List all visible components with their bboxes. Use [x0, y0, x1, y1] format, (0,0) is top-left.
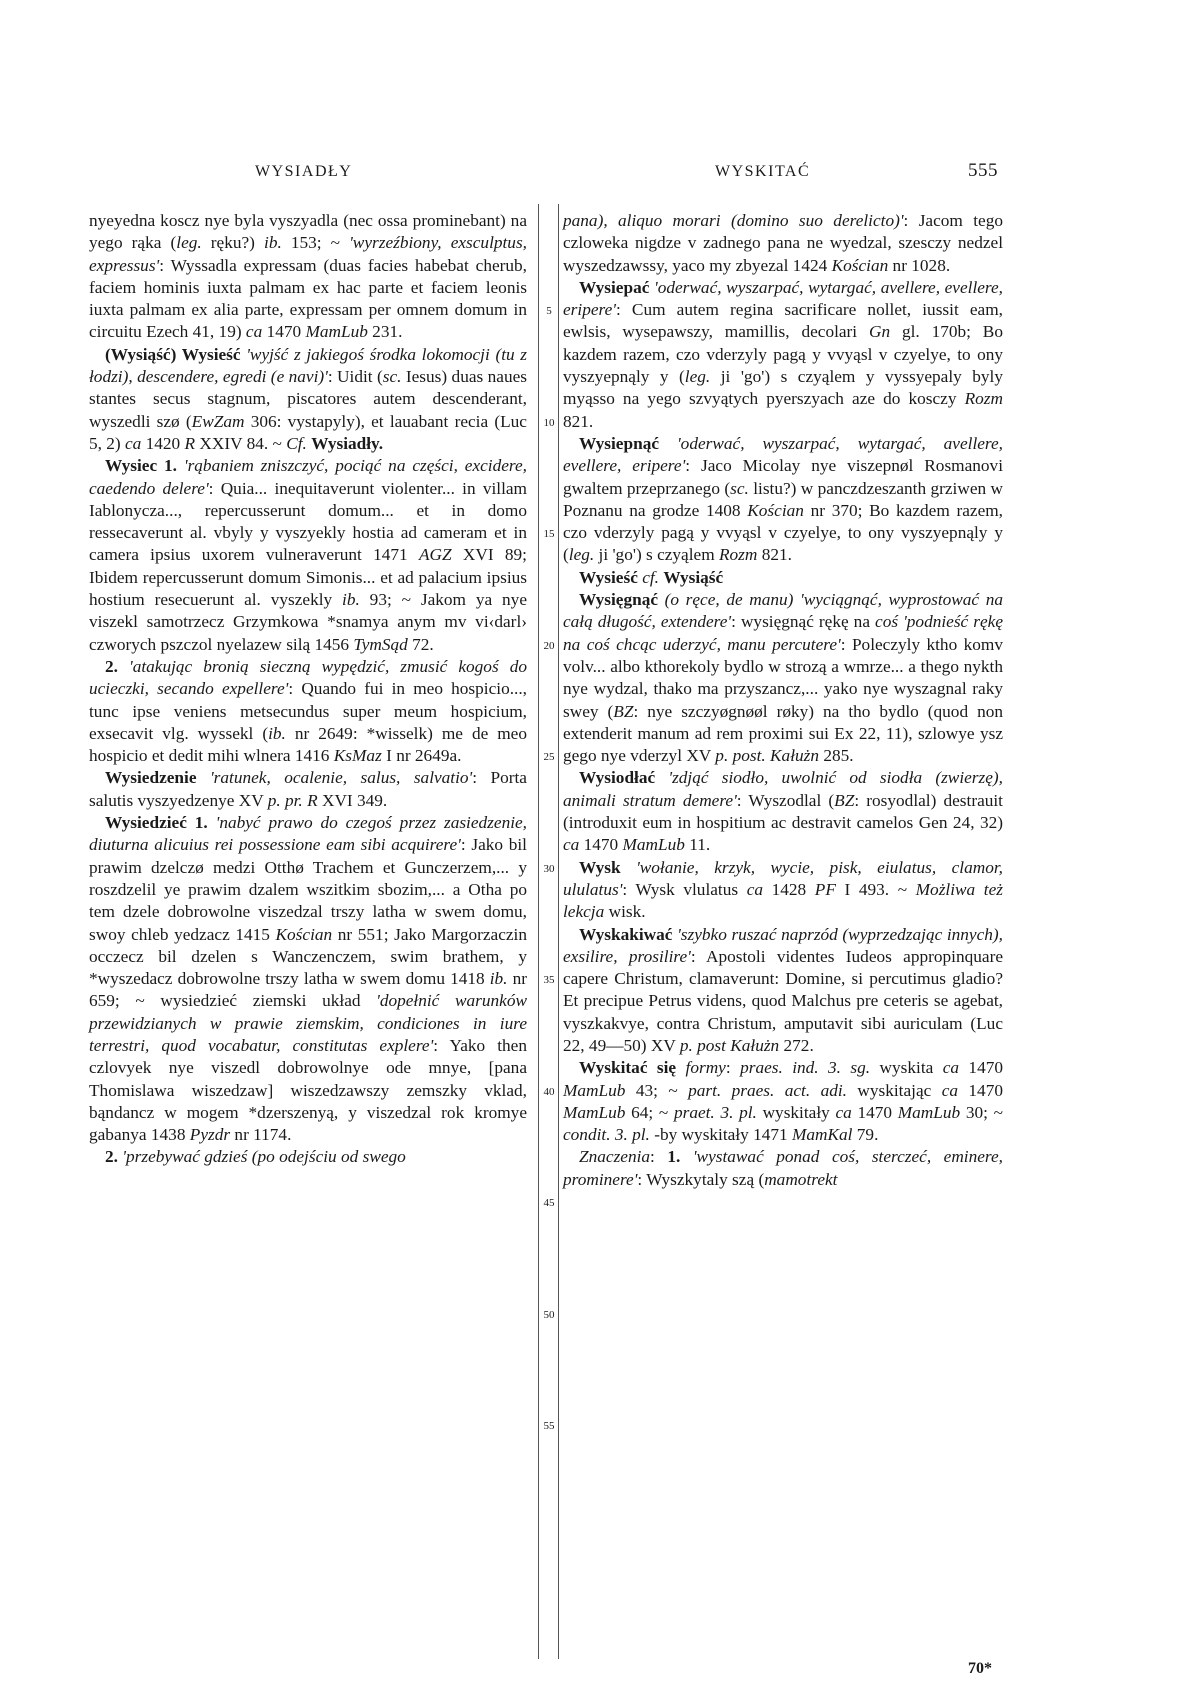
italic-text: 'nabyć prawo do czegoś przez zasiedzenie, diuturna alicuius rei possessione eam sibi acquirere' [89, 813, 527, 855]
italic-text: ca [125, 433, 142, 453]
italic-text: p. post. Kałużn [715, 746, 820, 766]
dictionary-entry [563, 924, 1003, 1058]
entry-text: 1420 [141, 433, 185, 453]
dictionary-entry [563, 210, 1003, 277]
italic-text: ca [941, 1080, 959, 1100]
italic-text: MamKal [791, 1125, 853, 1145]
line-number: 20 [543, 639, 555, 652]
dictionary-entry [563, 433, 1003, 567]
entry-text [659, 434, 677, 453]
entry-text: : wysięgnąć rękę na [731, 612, 876, 632]
italic-text: coś 'podnieść rękę na coś chcąc uderzyć, manu percutere' [563, 612, 1003, 654]
entry-text [680, 1147, 693, 1166]
headword: Wyskakiwać [579, 924, 673, 944]
dictionary-entry [563, 567, 1003, 589]
dictionary-entry [89, 656, 527, 767]
entry-text: Iesus) duas naues stantes secus stagnum, piscatores autem descenderant, wyszedli szø ( [89, 367, 527, 431]
italic-text: Możliwa też lekcja [563, 879, 1003, 922]
italic-text: R [184, 433, 196, 453]
entry-text: wisk. [604, 902, 646, 922]
italic-text: 'wyjść z jakiegoś środka lokomocji (tu z łodzi), descendere, egredi (e navi)' [89, 344, 528, 387]
italic-text: 'ratunek, ocalenie, salus, salvatio' [209, 768, 473, 788]
italic-text: Pyzdr [189, 1125, 231, 1145]
dictionary-entry [563, 1146, 1003, 1191]
dictionary-entry [563, 589, 1003, 767]
entry-text: : Cum autem regina sacrificare nollet, iussit eam, ewlsis, wysepawszy, mamillis, decolari [563, 300, 1003, 342]
entry-text [208, 813, 216, 832]
italic-text: 'wystawać ponad coś, sterczeć, eminere, prominere' [563, 1147, 1003, 1189]
headword: Wysieść [579, 567, 638, 587]
line-number: 50 [543, 1308, 555, 1321]
italic-text: sc. [382, 367, 402, 387]
entry-text: 1470 [851, 1102, 898, 1122]
italic-text: 'wołanie, krzyk, wycie, pisk, eiulatus, clamor, ululatus' [563, 857, 1003, 899]
italic-text: MamLub [622, 835, 685, 855]
italic-text: ca [563, 835, 580, 855]
headword: (Wysiąść) Wysieść [105, 344, 241, 364]
entry-text: XVI 349. [317, 790, 388, 810]
dictionary-entry [563, 767, 1003, 856]
italic-text: leg. [568, 545, 595, 565]
entry-text: nr 370; Bo kazdem razem, czo vderzyly pagą y vvyąsl v czyelye, to ony vyszyepnąly y ( [563, 500, 1003, 565]
dictionary-entry [89, 812, 527, 1146]
italic-text: part. praes. act. adi. [688, 1080, 847, 1100]
italic-text: 'wyrzeźbiony, exsculptus, expressus' [89, 233, 527, 275]
italic-text: leg. [176, 233, 202, 253]
left-column [89, 210, 527, 1169]
italic-text: (o ręce, de manu) 'wyciągnąć, wyprostować na całą długość, extendere' [563, 590, 1003, 632]
headword: Wysk [579, 857, 621, 877]
italic-text: 'oderwać, wyszarpać, wytargać, avellere, evellere, eripere' [563, 433, 1003, 476]
italic-text: formy [685, 1058, 726, 1078]
italic-text: BZ [834, 790, 855, 810]
entry-text: : [650, 1147, 668, 1167]
entry-text: 43; ~ [625, 1080, 689, 1100]
dictionary-entry [89, 344, 527, 455]
entry-text: : Yako then czlovyek nye viszedl dobrowolnye ode mnye, [pana Thomislawa wiszedzaw] wiszedzawszy zemszky vklad, bąndancz w mogem *dzerszenyą, y viszedzal rok kromye gabanya 1438 [89, 1035, 527, 1145]
italic-text: Gn [868, 322, 891, 342]
italic-text: EwZam [191, 411, 245, 431]
entry-text: 306: vystapyly), et lauabant recia (Luc 5, 2) [89, 411, 527, 453]
entry-text: 231. [367, 322, 403, 342]
headword: Wysiec 1. [105, 456, 177, 476]
entry-text: : nye szczyøgnøøl røky) na tho bydlo (quod non extenderit manum ad rem proximi sui Ex 22, 11), szlowye ysz gego nye vderzyl XV [563, 701, 1004, 766]
entry-text: 1470 [262, 322, 306, 342]
signature-mark: 70* [968, 1660, 992, 1677]
line-number: 5 [546, 305, 552, 318]
entry-text: wyskitając [846, 1080, 942, 1100]
italic-text: TymSąd [353, 634, 408, 654]
italic-text: MamLub [563, 1102, 626, 1122]
italic-text: Znaczenia [579, 1147, 651, 1167]
line-number: 25 [543, 751, 555, 764]
italic-text: leg. [684, 367, 711, 387]
entry-text: : Quia... inequitaverunt violenter... in villam Iablonycza..., repercusserunt domum... et in domo ressecaverunt al. vbyly y vyszyekly hostia ad cameram et in camera ipsius uxorem vulneraverunt 1471 [89, 478, 527, 565]
entry-text: 1470 [579, 835, 623, 855]
entry-text: XXIV 84. ~ [195, 433, 287, 453]
entry-text: 821. [757, 545, 792, 565]
entry-text: : Wysk vlulatus [622, 879, 747, 899]
italic-text: condit. 3. pl. [563, 1125, 650, 1145]
line-number: 55 [543, 1420, 555, 1433]
headword: 2. [105, 656, 118, 676]
entry-text: : [725, 1058, 741, 1078]
italic-text: 'atakując bronią sieczną wypędzić, zmusić kogoś do ucieczki, secando expellere' [89, 656, 527, 699]
italic-text: 'szybko ruszać naprzód (wyprzedzając innych), exsilire, prosilire' [563, 924, 1003, 966]
entry-text: nr 1174. [230, 1125, 292, 1145]
italic-text: 'oderwać, wyszarpać, wytargać, avellere, evellere, eripere' [563, 277, 1003, 320]
italic-text: MamLub [305, 322, 368, 342]
entry-text: : Apostoli videntes Iudeos appropinquare capere Christum, clamaverunt: Domine, si percutimus gladio? Et precipue Petrus videns, quod Malchus pre ceteris se agebat, vyszkakvye, contra Christum, amputavit sibi auriculam (Luc 22, 49—50) XV [563, 946, 1003, 1055]
line-number: 45 [543, 1197, 555, 1210]
italic-text: Kościan [831, 255, 889, 275]
entry-text: nr 1028. [888, 255, 951, 275]
entry-text: ji 'go') s czyąlem [594, 545, 719, 565]
entry-text: nr 659; ~ wysiedzieć ziemski układ [89, 969, 527, 1011]
dictionary-entry [89, 455, 527, 656]
italic-text: ib. [342, 590, 360, 610]
italic-text: sc. [730, 478, 749, 498]
italic-text: p. post Kałużn [679, 1035, 780, 1055]
entry-text: -by wyskitały 1471 [649, 1125, 792, 1145]
italic-text: 'rąbaniem zniszczyć, pociąć na części, excidere, caedendo delere' [89, 456, 527, 498]
headword: Wysiedzenie [105, 768, 197, 788]
italic-text: AGZ [418, 545, 452, 565]
italic-text: 'dopełnić warunków przewidzianych w prawie ziemskim, condiciones in iure terrestri, quod vocabatur, constitutas explere' [89, 991, 527, 1055]
entry-text: 285. [819, 746, 854, 766]
headword: 1. [667, 1147, 681, 1167]
entry-text: ji 'go') s czyąlem y vyssyepaly byly myąsso na yego szvyątych pyerszyach aze do kosczy [563, 367, 1004, 409]
entry-text: I 493. ~ [835, 879, 916, 899]
line-number: 40 [543, 1085, 555, 1098]
entry-text: 93; ~ Jakom ya nye viszekl samotrzecz Grzymkowa *snamya anym mv vi‹darl› czworych pszczol nyelazew silą 1456 [89, 590, 527, 654]
entry-text: : Quando fui in meo hospicio..., tunc ipse veniens metsecundus super meum hospicium, exsecavit vlg. wyssekl ( [89, 679, 527, 743]
page-number: 555 [968, 160, 998, 181]
entry-text: : Wyssadla expressam (duas facies habebat cherub, faciem hominis iuxta palmam ex hac parte et faciem leonis iuxta palmam ex alia parte, expressam per omnem domum in circuitu Ezech 41, 19) [89, 255, 527, 342]
italic-text: pana), aliquo morari (domino suo derelicto)' [563, 211, 904, 230]
dictionary-entry [89, 767, 527, 812]
italic-text: PF [814, 879, 836, 899]
running-head-left: WYSIADŁY [255, 163, 353, 180]
entry-text [118, 657, 129, 676]
italic-text: KsMaz [333, 746, 382, 766]
entry-text: : Porta salutis vyszyedzenye XV [89, 768, 527, 810]
entry-text: 79. [852, 1125, 879, 1145]
headword: Wysiadły. [311, 433, 384, 453]
line-number: 10 [543, 416, 555, 429]
headword: Wysiąść [663, 567, 724, 587]
italic-text: ca [942, 1058, 960, 1078]
entry-text [177, 456, 184, 475]
entry-text: listu?) w panczdzeszanth grziwen w Poznanu na grodze 1408 [563, 478, 1003, 520]
dictionary-entry [563, 277, 1003, 433]
entry-text: nr 2649: *wisselk) me de meo hospicio et dedit mihi wlnera 1416 [89, 723, 527, 766]
italic-text: MamLub [563, 1080, 626, 1100]
headword: Wysięgnąć [579, 590, 659, 610]
italic-text: ca [835, 1102, 852, 1122]
entry-text: XVI 89; Ibidem repercusserunt domum Simonis... et ad palacium ipsius hostium resecuerunt al. vyszekly [89, 545, 527, 610]
headword: Wysiepnąć [579, 433, 660, 453]
entry-text: nr 551; Jako Margorzaczin occzecz bil dzelen s Wanczenczem, swim brathem, y *wyszedacz dobrowolne trszy latha w swem domu 1418 [89, 924, 528, 989]
italic-text: ib. [264, 233, 282, 253]
entry-text: 11. [684, 835, 711, 855]
entry-text [655, 768, 668, 787]
entry-text: ręku?) [201, 233, 265, 253]
headword: Wysiepać [579, 277, 650, 297]
italic-text: cf. [642, 567, 659, 587]
entry-text: : Jako bil prawim dzelczø medzi Otthø Trachem et Gunczerzem,... y roszdzelil ye prawim dzalem wszitkim sbozim,... a Otha po tem dzele dobrowolne viszedzal trszy latha w swem domu, swoy chleb yedzacz 1415 [89, 835, 527, 944]
entry-text: wyskita [870, 1058, 943, 1078]
entry-text: 30; ~ [960, 1102, 1004, 1122]
entry-text [197, 768, 210, 787]
italic-text: Kościan [275, 924, 333, 944]
right-column [563, 210, 1003, 1191]
italic-text: 'przebywać gdzieś (po odejściu od swego [122, 1147, 406, 1167]
headword: Wyskitać się [579, 1058, 677, 1078]
dictionary-entry [89, 210, 527, 344]
italic-text: mamotrekt [764, 1169, 838, 1189]
entry-text: 72. [407, 634, 434, 654]
entry-text: wyskitały [756, 1102, 836, 1122]
entry-text: I nr 2649a. [381, 746, 462, 766]
italic-text: praet. 3. pl. [673, 1102, 757, 1122]
line-number: 30 [543, 862, 555, 875]
entry-text: nyeyedna koscz nye byla vyszyadla (nec ossa prominebant) na yego rąka ( [89, 211, 527, 253]
entry-text: : Uidit ( [327, 367, 383, 387]
entry-text: : Poleczyly ktho komv volv... albo kthorekoly bydlo w strozą a wmrze... a thego nykth nye wydzal, thako ma przyszancz,... yako nye wyszagnal raky swey ( [563, 634, 1003, 721]
entry-text: 1470 [958, 1080, 1003, 1100]
entry-text: : Wyszkytaly szą ( [637, 1169, 765, 1189]
column-rule-left [538, 204, 539, 1659]
italic-text: MamLub [897, 1102, 961, 1122]
running-head-right: WYSKITAĆ [715, 163, 811, 180]
italic-text: Cf. [286, 433, 307, 453]
italic-text: ca [746, 879, 763, 899]
italic-text: praes. ind. 3. sg. [740, 1058, 871, 1078]
column-rule-right [558, 204, 559, 1659]
entry-text [658, 590, 665, 609]
entry-text: 64; ~ [625, 1102, 674, 1122]
entry-text: 153; ~ [281, 233, 350, 253]
entry-text [676, 1058, 685, 1077]
headword: 2. [105, 1147, 118, 1167]
entry-text: gl. 170b; Bo kazdem razem, czo vderzyly pagą y vvyąsl v czyelye, to ony vyszyepnąly y ( [563, 322, 1003, 387]
italic-text: 'zdjąć siodło, uwolnić od siodła (zwierzę), animali stratum demere' [563, 768, 1003, 810]
entry-text: 272. [779, 1035, 814, 1055]
dictionary-entry [563, 857, 1003, 924]
italic-text: p. pr. R [267, 790, 318, 810]
entry-text [621, 858, 636, 877]
dictionary-entry [89, 1146, 527, 1168]
entry-text: : rosyodlal) destrauit (introduxit eum in hospitium ac destravit camelos Gen 24, 32) [563, 790, 1003, 833]
headword: Wysiodłać [579, 768, 656, 788]
italic-text: ca [245, 322, 263, 342]
italic-text: ib. [268, 723, 286, 743]
italic-text: Rozm [718, 545, 758, 565]
line-number: 35 [543, 974, 555, 987]
italic-text: ib. [489, 969, 508, 989]
entry-text: 1428 [763, 879, 815, 899]
entry-text: 1470 [959, 1058, 1003, 1078]
headword: Wysiedzieć 1. [105, 813, 208, 833]
entry-text: 821. [563, 411, 594, 431]
italic-text: BZ [613, 701, 634, 721]
entry-text: : Jacom tego czloweka nigdze v zadnego pana ne wyedzal, szesczy nedzel wyszedzawssy, yaco my zbyezal 1424 [563, 211, 1003, 275]
line-number: 15 [543, 528, 555, 541]
italic-text: Kościan [747, 500, 804, 520]
entry-text: : Jaco Micolay nye viszepnøl Rosmanovi gwaltem przeprzanego ( [563, 456, 1003, 498]
entry-text: : Wyszodlal ( [736, 790, 835, 810]
dictionary-entry [563, 1057, 1003, 1146]
italic-text: Rozm [964, 389, 1003, 409]
